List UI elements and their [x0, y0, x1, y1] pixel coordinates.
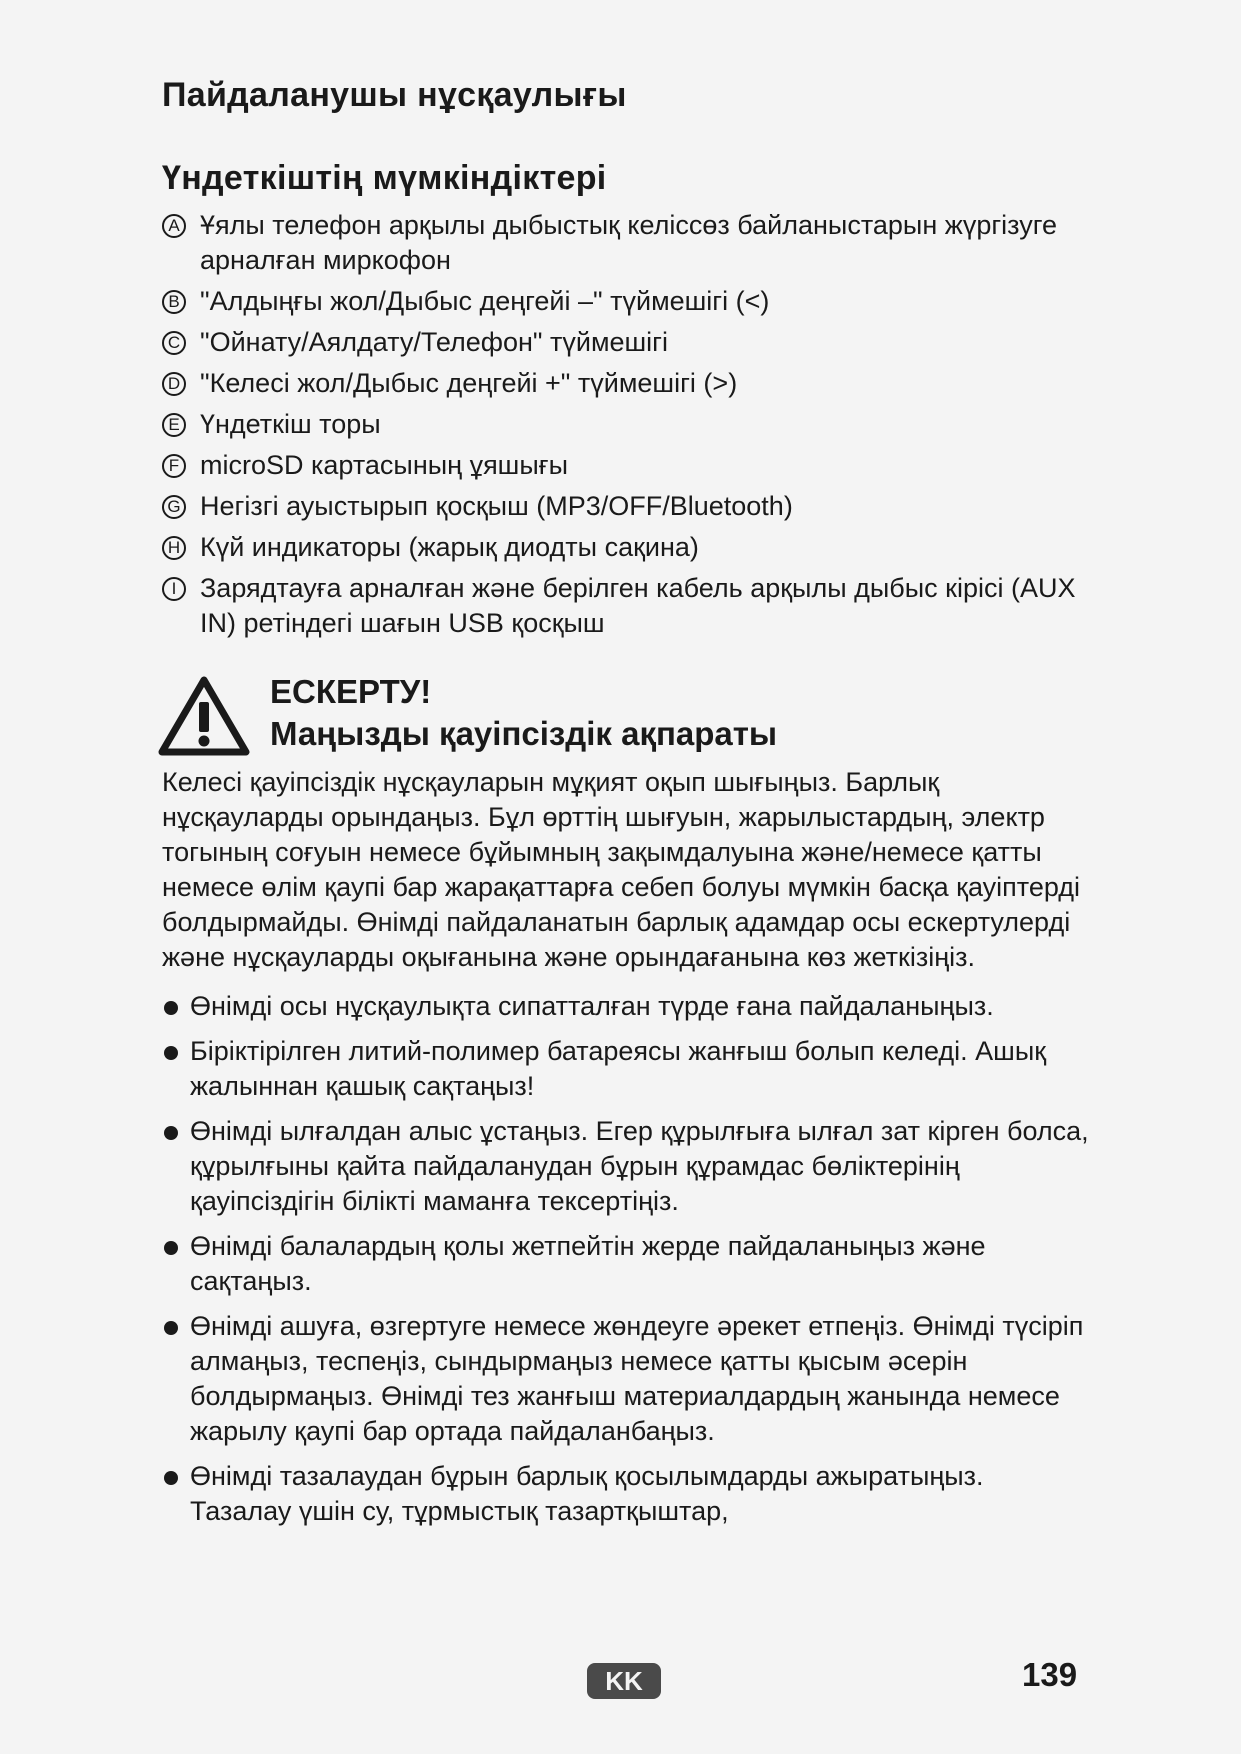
bullet-dot-icon [164, 1241, 178, 1255]
feature-text: microSD картасының ұяшығы [200, 450, 569, 480]
feature-text: Негізгі ауыстырып қосқыш (MP3/OFF/Bluetooth) [200, 491, 793, 521]
feature-text: Зарядтауға арналған және берілген кабель арқылы дыбыс кірісі (AUX IN) ретіндегі шағын USB қосқыш [200, 573, 1076, 638]
safety-bullet [162, 989, 1091, 1024]
safety-bullet [162, 1114, 1091, 1219]
feature-item [162, 448, 1091, 483]
bullet-dot-icon [164, 1046, 178, 1060]
feature-item [162, 366, 1091, 401]
feature-letter-badge: A [162, 214, 186, 238]
feature-letter-badge: F [162, 454, 186, 478]
feature-letter-badge: E [162, 413, 186, 437]
bullet-dot-icon [164, 1126, 178, 1140]
feature-item [162, 325, 1091, 360]
safety-bullet-text: Өнімді ашуға, өзгертуге немесе жөндеуге әрекет етпеңіз. Өнімді түсіріп алмаңыз, теспеңіз, сындырмаңыз немесе қатты қысым әсерін болдырмаңыз. Өнімді тез жанғыш материалдардың жанында немесе жарылу қаупі бар ортада пайдаланбаңыз. [190, 1311, 1084, 1446]
warning-header [162, 671, 1091, 757]
feature-item [162, 208, 1091, 278]
safety-bullet-text: Өнімді тазалаудан бұрын барлық қосылымдарды ажыратыңыз. Тазалау үшін су, тұрмыстық тазартқыштар, [190, 1461, 984, 1526]
safety-bullet [162, 1459, 1091, 1529]
feature-letter-badge: D [162, 372, 186, 396]
feature-item [162, 407, 1091, 442]
bullet-dot-icon [164, 1001, 178, 1015]
document-title: Пайдаланушы нұсқаулығы [162, 76, 627, 114]
features-list [162, 208, 1091, 641]
page-number: 139 [1022, 1656, 1078, 1693]
bullet-dot-icon [164, 1321, 178, 1335]
feature-letter-badge: I [162, 577, 186, 601]
language-tab[interactable]: KK [587, 1663, 661, 1699]
feature-letter-badge: B [162, 290, 186, 314]
safety-bullet [162, 1229, 1091, 1299]
safety-intro-paragraph: Келесі қауіпсіздік нұсқауларын мұқият оқып шығыңыз. Барлық нұсқауларды орындаңыз. Бұл өрттің шығуын, жарылыстардың, электр тогының соғуын немесе бұйымның зақымдалуына және/немесе қатты немесе өлім қаупі бар жарақаттарға себеп болуы мүмкін басқа қауіптерді болдырмайды. Өнімді пайдаланатын барлық адамдар осы ескертулерді және нұсқауларды оқығанына және орындағанына көз жеткізіңіз. [162, 767, 1081, 972]
safety-bullet-text: Өнімді осы нұсқаулықта сипатталған түрде ғана пайдаланыңыз. [190, 991, 994, 1021]
safety-bullet [162, 1309, 1091, 1449]
warning-title: ЕСКЕРТУ! [270, 673, 432, 710]
warning-titles [270, 671, 777, 755]
feature-item [162, 284, 1091, 319]
feature-text: Күй индикаторы (жарық диодты сақина) [200, 532, 699, 562]
features-heading: Үндеткіштің мүмкіндіктері [162, 159, 607, 197]
feature-letter-badge: H [162, 536, 186, 560]
safety-bullet-text: Өнімді ылғалдан алыс ұстаңыз. Егер құрылғыға ылғал зат кірген болса, құрылғыны қайта пайдаланудан бұрын құрамдас бөліктерінің қауіпсіздігін білікті маманға тексертіңіз. [190, 1116, 1089, 1216]
safety-bullet-text: Біріктірілген литий-полимер батареясы жанғыш болып келеді. Ашық жалыннан қашық сақтаңыз! [190, 1036, 1047, 1101]
safety-bullet-list [162, 989, 1091, 1529]
feature-item [162, 571, 1091, 641]
feature-text: "Алдыңғы жол/Дыбыс деңгейі –" түймешігі (<) [200, 286, 770, 316]
feature-letter-badge: G [162, 495, 186, 519]
bullet-dot-icon [164, 1471, 178, 1485]
feature-item [162, 489, 1091, 524]
feature-text: "Келесі жол/Дыбыс деңгейі +" түймешігі (>) [200, 368, 738, 398]
feature-item [162, 530, 1091, 565]
feature-letter-badge: C [162, 331, 186, 355]
warning-triangle-icon [158, 675, 250, 757]
feature-text: Үндеткіш торы [200, 409, 381, 439]
warning-subtitle: Маңызды қауіпсіздік ақпараты [270, 715, 778, 752]
feature-text: Ұялы телефон арқылы дыбыстық келіссөз байланыстарын жүргізуге арналған миркофон [200, 210, 1058, 275]
safety-bullet [162, 1034, 1091, 1104]
feature-text: "Ойнату/Аялдату/Телефон" түймешігі [200, 327, 669, 357]
safety-bullet-text: Өнімді балалардың қолы жетпейтін жерде пайдаланыңыз және сақтаңыз. [190, 1231, 986, 1296]
